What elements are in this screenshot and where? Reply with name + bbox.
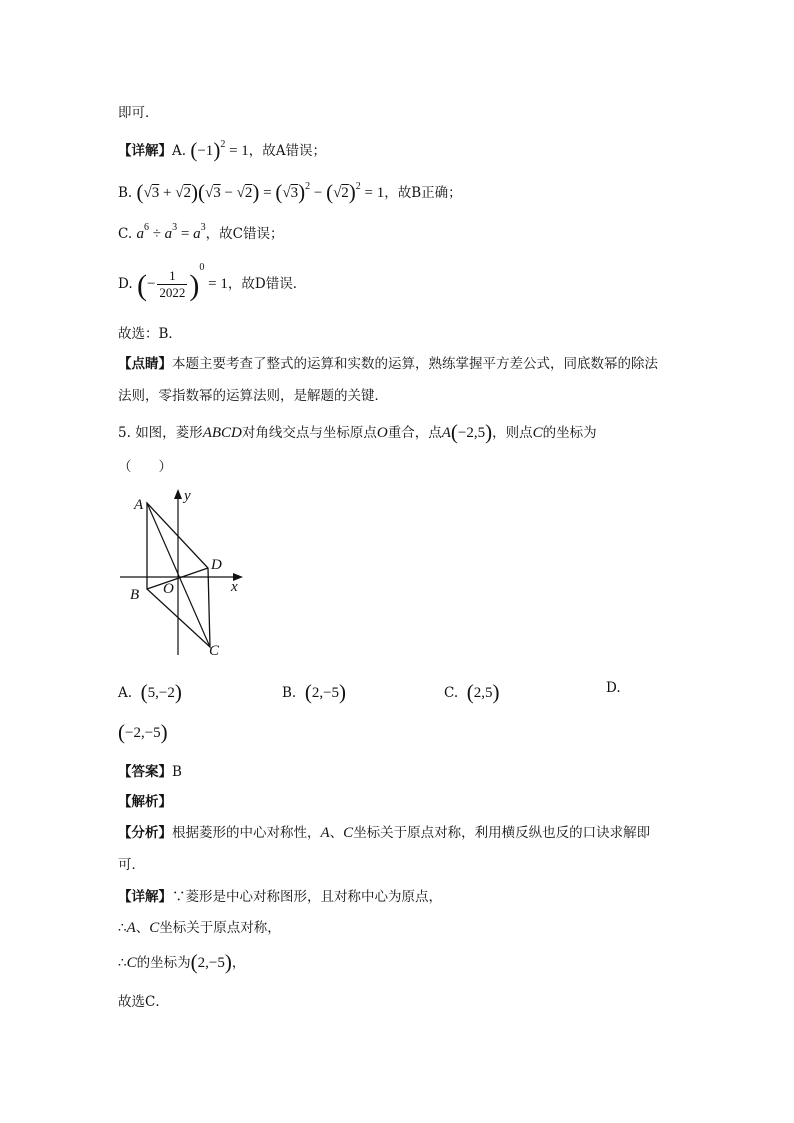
prev-detail-d: D. (− $\frac{1}{2022}$ )$^0$ = 1，故D错误．: [118, 262, 307, 302]
question-stem: 5. 如图，菱形ABCD对角线交点与坐标原点O重合，点A(−2,5)，则点C的坐标为: [118, 420, 597, 444]
option-c[interactable]: C. (2,5): [444, 680, 500, 704]
prev-detail-c: C. $a^6 \div a^3 = a^3$，故C错误；: [118, 222, 284, 242]
prev-detail-b: B. $(√3 + √2)(√3 - √2) = (√3)^2 - (√2)^2 = 1$，故B正确；: [118, 180, 462, 204]
option-a[interactable]: A. (5,−2): [118, 680, 182, 704]
option-d[interactable]: D.: [606, 680, 621, 696]
detail-line-1: 【详解】∵菱形是中心对称图形，且对称中心为原点，: [118, 889, 442, 905]
prev-continuation: 即可．: [118, 105, 159, 121]
option-b[interactable]: B. (2,−5): [282, 680, 347, 704]
prev-comment-2: 法则，零指数幂的运算法则，是解题的关键．: [118, 388, 388, 404]
detail-line-2: ∴A、C坐标关于原点对称，: [118, 920, 281, 936]
fraction: $\frac{1}{2022}$: [159, 268, 186, 301]
label-b: B: [130, 587, 140, 603]
label-x: x: [231, 579, 238, 595]
label-d: D: [211, 557, 222, 573]
y-axis-arrow-icon: [174, 489, 182, 499]
detail-tag: 【详解】: [118, 143, 172, 159]
fenxi-line-2: 可．: [118, 857, 145, 873]
answer-line: 【答案】B: [118, 764, 182, 780]
label-a: A: [134, 497, 144, 513]
final-choice: 故选C．: [118, 994, 169, 1010]
label-y: y: [184, 488, 191, 504]
label-c: C: [209, 643, 220, 659]
rhombus-figure: [115, 485, 255, 660]
question-blank: （ ）: [118, 459, 172, 475]
detail-line-3: ∴C的坐标为(2,−5)，: [118, 950, 246, 974]
fenxi-line-1: 【分析】根据菱形的中心对称性，A、C坐标关于原点对称，利用横反纵也反的口诀求解即: [118, 825, 651, 841]
prev-detail-a: 【详解】A. $(-1)^2 = 1$，故A错误；: [118, 138, 327, 162]
prev-comment-1: 【点睛】本题主要考查了整式的运算和实数的运算，熟练掌握平方差公式，同底数幂的除法: [118, 356, 658, 372]
option-d-value: (−2,−5): [118, 720, 168, 744]
analysis-heading: 【解析】: [118, 794, 172, 810]
label-o: O: [163, 581, 174, 597]
prev-choose: 故选：B．: [118, 326, 182, 342]
